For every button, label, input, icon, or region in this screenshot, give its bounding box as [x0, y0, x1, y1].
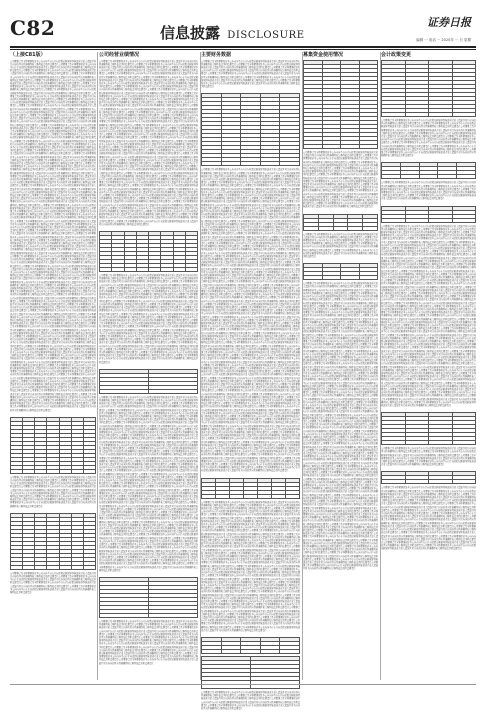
column-heading: 募集资金使用情况	[303, 52, 378, 58]
table-row	[304, 226, 378, 230]
table-cell	[382, 218, 406, 222]
table-cell	[202, 162, 222, 166]
table-cell	[348, 226, 363, 230]
table-cell	[149, 268, 161, 272]
table-cell	[405, 218, 429, 222]
table-cell	[452, 441, 476, 445]
column-heading: （上接C81版）	[10, 52, 96, 58]
table-cell	[363, 226, 378, 230]
table-cell	[382, 480, 406, 484]
table-cell	[71, 469, 83, 473]
body-text: 公司董事会及全体董事保证本公告内容不存在任何虚假记载误导性陈述或者重大遗漏并对其内容的真实性准确性和完整性依法承担法律责任公司董事会及全体董事保证本公告内容不存在任何虚假记载误导性陈述或者重大遗漏并对其内容的真实性准确性和完整性依法承担法律责任公司董事会及全体董事保证本公告内容不存在任何虚假记载误导性陈述或者重大遗漏并对其内容的真实性准确性和完整性依法承担法律责任公司董事会及全体董事保证本公告内容不存在任何虚假记载误导性陈述或者重大遗漏并对其内容的真实性准确性和完整性依法承担法律责任	[10, 572, 96, 594]
table-row	[11, 565, 96, 569]
table-cell	[429, 480, 453, 484]
table-cell	[405, 441, 429, 445]
table-cell	[452, 218, 476, 222]
table-cell	[136, 268, 148, 272]
table-cell	[241, 162, 261, 166]
data-table	[381, 162, 476, 179]
body-text: 公司董事会及全体董事保证本公告内容不存在任何虚假记载误导性陈述或者重大遗漏并对其内容的真实性准确性和完整性依法承担法律责任公司董事会及全体董事保证本公告内容不存在任何虚假记载误导性陈述或者重大遗漏并对其内容的真实性准确性和完整性依法承担法律责任公司董事会及全体董事保证本公告内容不存在任何虚假记载误导性陈述或者重大遗漏并对其内容的真实性准确性和完整性依法承担法律责任公司董事会及全体董事保证本公告内容不存在任何虚假记载误导性陈述或者重大遗漏并对其内容的真实性准确性和完整性依法承担法律责任公司董事会及全体董事保证本公告内容不存在任何虚假记载误导性陈述或者重大遗漏并对其内容的真实性准确性和完整性依法承担法律责任公司董事会及全体董事保证本公告内容不存在任何虚假记载误导性陈述或者重大遗漏并对其内容的真实性准确性和完整性依法承担法律责任公司董事会及全体董事保证本公告内容不存在任何虚假记载误导性陈述或者重大遗漏并对其内容的真实性准确性和完整性依法承担法律责任公司董事会及全体董事保证本公告内容不存在任何虚假记载误导性陈述或者重大遗漏并对其内容的真实性准确性和完整性依法承担法律责任公司董事会及全体董事保证本公告内容不存在任何虚假记载误导性陈述或者重大遗漏并对其内容的真实性准确性和完整性依法承担法律责任公司董事会及全体董事保证本公告内容不存在任何虚假记载误导性陈述或者重大遗漏并对其内容的真实性准确性和完整性依法承担法律责任公司董事会及全体董事保证本公告内容不存在任何虚假记载误导性陈述或者重大遗漏并对其内容的真实性准确性和完整性依法承担法律责任公司董事会及全体董事保证本公告内容不存在任何虚假记载误导性陈述或者重大遗漏并对其内容的真实性准确性和完整性依法承担法律责任公司董事会及全体董事保证本公告内容不存在任何虚假记载误导性陈述或者重大遗漏并对其内容的真实性准确性和完整性依法承担法律责任公司董事会及全体董事保证本公告内容不存在任何虚假记载误导性陈述或者重大遗漏并对其内容的真实性准确性和完整性依法承担法律责任公司董事会及全体董事保证本公告内容不存在任何虚假记载误导性陈述或者重大遗漏并对其内容的真实性准确性和完整性依法承担法律责任公司董事会及全体董事保证本公告内容不存在任何虚假记载误导性陈述或者重大遗漏并对其内容的真实性准确性和完整性依法承担法律责任公司董事会及全体董事保证本公告内容不存在任何虚假记载误导性陈述或者重大遗漏并对其内容的真实性准确性和完整性依法承担法律责任公司董事会及全体董事保证本公告内容不存在任何虚假记载误导性陈述或者重大遗漏并对其内容的真实性准确性和完整性依法承担法律责任公司董事会及全体董事保证本公告内容不存在任何虚假记载误导性陈述或者重大遗漏并对其内容的真实性准确性和完整性依法承担法律责任公司董事会及全体董事保证本公告内容不存在任何虚假记载误导性陈述或者重大遗漏并对其内容的真实性准确性和完整性依法承担法律责任公司董事会及全体董事保证本公告内容不存在任何虚假记载误导性陈述或者重大遗漏并对其内容的真实性准确性和完整性依法承担法律责任公司董事会及全体董事保证本公告内容不存在任何虚假记载误导性陈述或者重大遗漏并对其内容的真实性准确性和完整性依法承担法律责任公司董事会及全体董事保证本公告内容不存在任何虚假记载误导性陈述或者重大遗漏并对其内容的真实性准确性和完整性依法承担法律责任公司董事会及全体董事保证本公告内容不存在任何虚假记载误导性陈述或者重大遗漏并对其内容的真实性准确性和完整性依法承担法律责任公司董事会及全体董事保证本公告内容不存在任何虚假记载误导性陈述或者重大遗漏并对其内容的真实性准确性和完整性依法承担法律责任公司董事会及全体董事保证本公告内容不存在任何虚假记载误导性陈述或者重大遗漏并对其内容的真实性准确性和完整性依法承担法律责任公司董事会及全体董事保证本公告内容不存在任何虚假记载误导性陈述或者重大遗漏并对其内容的真实性准确性和完整性依法承担法律责任公司董事会及全体董事保证本公告内容不存在任何虚假记载误导性陈述或者重大遗漏并对其内容的真实性准确性和完整性依法承担法律责任公司董事会及全体董事保证本公告内容不存在任何虚假记载误导性陈述或者重大遗漏并对其内容的真实性准确性和完整性依法承担法律责任公司董事会及全体董事保证本公告内容不存在任何虚假记载误导性陈述或者重大遗漏并对其内容的真实性准确性和完整性依法承担法律责任公司董事会及全体董事保证本公告内容不存在任何虚假记载误导性陈述或者重大遗漏并对其内容的真实性准确性和完整性依法承担法律责任公司董事会及全体董事保证本公告内容不存在任何虚假记载误导性陈述或者重大遗漏并对其内容的真实性准确性和完整性依法承担法律责任公司董事会及全体董事保证本公告内容不存在任何虚假记载误导性陈述或者重大遗漏并对其内容的真实性准确性和完整性依法承担法律责任公司董事会及全体董事保证本公告内容不存在任何虚假记载误导性陈述或者重大遗漏并对其内容的真实性准确性和完整性依法承担法律责任公司董事会及全体董事保证本公告内容不存在任何虚假记载误导性陈述或者重大遗漏并对其内容的真实性准确性和完整性依法承担法律责任公司董事会及全体董事保证本公告内容不存在任何虚假记载误导性陈述或者重大遗漏并对其内容的真实性准确性和完整性依法承担法律责任公司董事会及全体董事保证本公告内容不存在任何虚假记载误导性陈述或者重大遗漏并对其内容的真实性准确性和完整性依法承担法律责任公司董事会及全体董事保证本公告内容不存在任何虚假记载误导性陈述或者重大遗漏并对其内容的真实性准确性和完整性依法承担法律责任公司董事会及全体董事保证本公告内容不存在任何虚假记载误导性陈述或者重大遗漏并对其内容的真实性准确性和完整性依法承担法律责任公司董事会及全体董事保证本公告内容不存在任何虚假记载误导性陈述或者重大遗漏并对其内容的真实性准确性和完整性依法承担法律责任公司董事会及全体董事保证本公告内容不存在任何虚假记载误导性陈述或者重大遗漏并对其内容的真实性准确性和完整性依法承担法律责任公司董事会及全体董事保证本公告内容不存在任何虚假记载误导性陈述或者重大遗漏并对其内容的真实性准确性和完整性依法承担法律责任公司董事会及全体董事保证本公告内容不存在任何虚假记载误导性陈述或者重大遗漏并对其内容的真实性准确性和完整性依法承担法律责任公司董事会及全体董事保证本公告内容不存在任何虚假记载误导性陈述或者重大遗漏并对其内容的真实性准确性和完整性依法承担法律责任公司董事会及全体董事保证本公告内容不存在任何虚假记载误导性陈述或者重大遗漏并对其内容的真实性准确性和完整性依法承担法律责任公司董事会及全体董事保证本公告内容不存在任何虚假记载误导性陈述或者重大遗漏并对其内容的真实性准确性和完整性依法承担法律责任公司董事会及全体董事保证本公告内容不存在任何虚假记载误导性陈述或者重大遗漏并对其内容的真实性准确性和完整性依法承担法律责任公司董事会及全体董事保证本公告内容不存在任何虚假记载误导性陈述或者重大遗漏并对其内容的真实性准确性和完整性依法承担法律责任公司董事会及全体董事保证本公告内容不存在任何虚假记载误导性陈述或者重大遗漏并对其内容的真实性准确性和完整性依法承担法律责任公司董事会及全体董事保证本公告内容不存在任何虚假记载误导性陈述或者重大遗漏并对其内容的真实性准确性和完整性依法承担法律责任公司董事会及全体董事保证本公告内容不存在任何虚假记载误导性陈述或者重大遗漏并对其内容的真实性准确性和完整性依法承担法律责任公司董事会及全体董事保证本公告内容不存在任何虚假记载误导性陈述或者重大遗漏并对其内容的真实性准确性和完整性依法承担法律责任公司董事会及全体董事保证本公告内容不存在任何虚假记载误导性陈述或者重大遗漏并对其内容的真实性准确性和完整性依法承担法律责任公司董事会及全体董事保证本公告内容不存在任何虚假记载误导性陈述或者重大遗漏并对其内容的真实性准确性和完整性依法承担法律责任公司董事会及全体董事保证本公告内容不存在任何虚假记载误导性陈述或者重大遗漏并对其内容的真实性准确性和完整性依法承担法律责任公司董事会及全体董事保证本公告内容不存在任何虚假记载误导性陈述或者重大遗漏并对其内容的真实性准确性和完整性依法承担法律责任公司董事会及全体董事保证本公告内容不存在任何虚假记载误导性陈述或者重大遗漏并对其内容的真实性准确性和完整性依法承担法律责任公司董事会及全体董事保证本公告内容不存在任何虚假记载误导性陈述或者重大遗漏并对其内容的真实性准确性和完整性依法承担法律责任公司董事会及全体董事保证本公告内容不存在任何虚假记载误导性陈述或者重大遗漏并对其内容的真实性准确性和完整性依法承担法律责任公司董事会及全体董事保证本公告内容不存在任何虚假记载误导性陈述或者重大遗漏并对其内容的真实性准确性和完整性依法承担法律责任公司董事会及全体董事保证本公告内容不存在任何虚假记载误导性陈述或者重大遗漏并对其内容的真实性准确性和完整性依法承担法律责任公司董事会及全体董事保证本公告内容不存在任何虚假记载误导性陈述或者重大遗漏并对其内容的真实性准确性和完整性依法承担法律责任公司董事会及全体董事保证本公告内容不存在任何虚假记载误导性陈述或者重大遗漏并对其内容的真实性准确性和完整性依法承担法律责任公司董事会及全体董事保证本公告内容不存在任何虚假记载误导性陈述或者重大遗漏并对其内容的真实性准确性和完整性依法承担法律责任公司董事会及全体董事保证本公告内容不存在任何虚假记载误导性陈述或者重大遗漏并对其内容的真实性准确性和完整性依法承担法律责任公司董事会及全体董事保证本公告内容不存在任何虚假记载误导性陈述或者重大遗漏并对其内容的真实性准确性和完整性依法承担法律责任公司董事会及全体董事保证本公告内容不存在任何虚假记载误导性陈述或者重大遗漏并对其内容的真实性准确性和完整性依法承担法律责任公司董事会及全体董事保证本公告内容不存在任何虚假记载误导性陈述或者重大遗漏并对其内容的真实性准确性和完整性依法承担法律责任公司董事会及全体董事保证本公告内容不存在任何虚假记载误导性陈述或者重大遗漏并对其内容的真实性准确性和完整性依法承担法律责任公司董事会及全体董事保证本公告内容不存在任何虚假记载误导性陈述或者重大遗漏并对其内容的真实性准确性和完整性依法承担法律责任	[10, 60, 96, 412]
data-table	[303, 263, 378, 280]
body-text: 公司董事会及全体董事保证本公告内容不存在任何虚假记载误导性陈述或者重大遗漏并对其内容的真实性准确性和完整性依法承担法律责任公司董事会及全体董事保证本公告内容不存在任何虚假记载误导性陈述或者重大遗漏并对其内容的真实性准确性和完整性依法承担法律责任公司董事会及全体董事保证本公告内容不存在任何虚假记载误导性陈述或者重大遗漏并对其内容的真实性准确性和完整性依法承担法律责任公司董事会及全体董事保证本公告内容不存在任何虚假记载误导性陈述或者重大遗漏并对其内容的真实性准确性和完整性依法承担法律责任公司董事会及全体董事保证本公告内容不存在任何虚假记载误导性陈述或者重大遗漏并对其内容的真实性准确性和完整性依法承担法律责任公司董事会及全体董事保证本公告内容不存在任何虚假记载误导性陈述或者重大遗漏并对其内容的真实性准确性和完整性依法承担法律责任	[10, 476, 96, 508]
data-table	[303, 60, 378, 149]
body-text: 公司董事会及全体董事保证本公告内容不存在任何虚假记载误导性陈述或者重大遗漏并对其内容的真实性准确性和完整性依法承担法律责任公司董事会及全体董事保证本公告内容不存在任何虚假记载误导性陈述或者重大遗漏并对其内容的真实性准确性和完整性依法承担法律责任公司董事会及全体董事保证本公告内容不存在任何虚假记载误导性陈述或者重大遗漏并对其内容的真实性准确性和完整性依法承担法律责任公司董事会及全体董事保证本公告内容不存在任何虚假记载误导性陈述或者重大遗漏并对其内容的真实性准确性和完整性依法承担法律责任公司董事会及全体董事保证本公告内容不存在任何虚假记载误导性陈述或者重大遗漏并对其内容的真实性准确性和完整性依法承担法律责任公司董事会及全体董事保证本公告内容不存在任何虚假记载误导性陈述或者重大遗漏并对其内容的真实性准确性和完整性依法承担法律责任公司董事会及全体董事保证本公告内容不存在任何虚假记载误导性陈述或者重大遗漏并对其内容的真实性准确性和完整性依法承担法律责任公司董事会及全体董事保证本公告内容不存在任何虚假记载误导性陈述或者重大遗漏并对其内容的真实性准确性和完整性依法承担法律责任公司董事会及全体董事保证本公告内容不存在任何虚假记载误导性陈述或者重大遗漏并对其内容的真实性准确性和完整性依法承担法律责任公司董事会及全体董事保证本公告内容不存在任何虚假记载误导性陈述或者重大遗漏并对其内容的真实性准确性和完整性依法承担法律责任	[99, 620, 198, 665]
column-heading: 主要财务数据	[201, 52, 300, 58]
table-cell	[124, 268, 136, 272]
table-cell	[260, 649, 280, 653]
table-row	[100, 268, 198, 272]
table-cell	[202, 649, 222, 653]
table-row	[304, 276, 378, 280]
table-cell	[452, 480, 476, 484]
body-text: 公司董事会及全体董事保证本公告内容不存在任何虚假记载误导性陈述或者重大遗漏并对其内容的真实性准确性和完整性依法承担法律责任公司董事会及全体董事保证本公告内容不存在任何虚假记载误导性陈述或者重大遗漏并对其内容的真实性准确性和完整性依法承担法律责任公司董事会及全体董事保证本公告内容不存在任何虚假记载误导性陈述或者重大遗漏并对其内容的真实性准确性和完整性依法承担法律责任公司董事会及全体董事保证本公告内容不存在任何虚假记载误导性陈述或者重大遗漏并对其内容的真实性准确性和完整性依法承担法律责任	[381, 181, 476, 200]
table-cell	[244, 494, 258, 498]
column-heading: 会计政策变更	[381, 52, 476, 58]
table-cell	[35, 469, 47, 473]
body-text: 公司董事会及全体董事保证本公告内容不存在任何虚假记载误导性陈述或者重大遗漏并对其内容的真实性准确性和完整性依法承担法律责任公司董事会及全体董事保证本公告内容不存在任何虚假记载误导性陈述或者重大遗漏并对其内容的真实性准确性和完整性依法承担法律责任公司董事会及全体董事保证本公告内容不存在任何虚假记载误导性陈述或者重大遗漏并对其内容的真实性准确性和完整性依法承担法律责任公司董事会及全体董事保证本公告内容不存在任何虚假记载误导性陈述或者重大遗漏并对其内容的真实性准确性和完整性依法承担法律责任公司董事会及全体董事保证本公告内容不存在任何虚假记载误导性陈述或者重大遗漏并对其内容的真实性准确性和完整性依法承担法律责任公司董事会及全体董事保证本公告内容不存在任何虚假记载误导性陈述或者重大遗漏并对其内容的真实性准确性和完整性依法承担法律责任公司董事会及全体董事保证本公告内容不存在任何虚假记载误导性陈述或者重大遗漏并对其内容的真实性准确性和完整性依法承担法律责任公司董事会及全体董事保证本公告内容不存在任何虚假记载误导性陈述或者重大遗漏并对其内容的真实性准确性和完整性依法承担法律责任公司董事会及全体董事保证本公告内容不存在任何虚假记载误导性陈述或者重大遗漏并对其内容的真实性准确性和完整性依法承担法律责任公司董事会及全体董事保证本公告内容不存在任何虚假记载误导性陈述或者重大遗漏并对其内容的真实性准确性和完整性依法承担法律责任	[303, 151, 378, 209]
table-cell	[23, 565, 35, 569]
table-cell	[452, 113, 476, 117]
table-cell	[280, 649, 300, 653]
table-cell	[405, 480, 429, 484]
table-cell	[202, 684, 251, 688]
body-text: 公司董事会及全体董事保证本公告内容不存在任何虚假记载误导性陈述或者重大遗漏并对其内容的真实性准确性和完整性依法承担法律责任公司董事会及全体董事保证本公告内容不存在任何虚假记载误导性陈述或者重大遗漏并对其内容的真实性准确性和完整性依法承担法律责任公司董事会及全体董事保证本公告内容不存在任何虚假记载误导性陈述或者重大遗漏并对其内容的真实性准确性和完整性依法承担法律责任公司董事会及全体董事保证本公告内容不存在任何虚假记载误导性陈述或者重大遗漏并对其内容的真实性准确性和完整性依法承担法律责任公司董事会及全体董事保证本公告内容不存在任何虚假记载误导性陈述或者重大遗漏并对其内容的真实性准确性和完整性依法承担法律责任公司董事会及全体董事保证本公告内容不存在任何虚假记载误导性陈述或者重大遗漏并对其内容的真实性准确性和完整性依法承担法律责任公司董事会及全体董事保证本公告内容不存在任何虚假记载误导性陈述或者重大遗漏并对其内容的真实性准确性和完整性依法承担法律责任公司董事会及全体董事保证本公告内容不存在任何虚假记载误导性陈述或者重大遗漏并对其内容的真实性准确性和完整性依法承担法律责任公司董事会及全体董事保证本公告内容不存在任何虚假记载误导性陈述或者重大遗漏并对其内容的真实性准确性和完整性依法承担法律责任公司董事会及全体董事保证本公告内容不存在任何虚假记载误导性陈述或者重大遗漏并对其内容的真实性准确性和完整性依法承担法律责任公司董事会及全体董事保证本公告内容不存在任何虚假记载误导性陈述或者重大遗漏并对其内容的真实性准确性和完整性依法承担法律责任公司董事会及全体董事保证本公告内容不存在任何虚假记载误导性陈述或者重大遗漏并对其内容的真实性准确性和完整性依法承担法律责任公司董事会及全体董事保证本公告内容不存在任何虚假记载误导性陈述或者重大遗漏并对其内容的真实性准确性和完整性依法承担法律责任公司董事会及全体董事保证本公告内容不存在任何虚假记载误导性陈述或者重大遗漏并对其内容的真实性准确性和完整性依法承担法律责任公司董事会及全体董事保证本公告内容不存在任何虚假记载误导性陈述或者重大遗漏并对其内容的真实性准确性和完整性依法承担法律责任公司董事会及全体董事保证本公告内容不存在任何虚假记载误导性陈述或者重大遗漏并对其内容的真实性准确性和完整性依法承担法律责任公司董事会及全体董事保证本公告内容不存在任何虚假记载误导性陈述或者重大遗漏并对其内容的真实性准确性和完整性依法承担法律责任公司董事会及全体董事保证本公告内容不存在任何虚假记载误导性陈述或者重大遗漏并对其内容的真实性准确性和完整性依法承担法律责任公司董事会及全体董事保证本公告内容不存在任何虚假记载误导性陈述或者重大遗漏并对其内容的真实性准确性和完整性依法承担法律责任公司董事会及全体董事保证本公告内容不存在任何虚假记载误导性陈述或者重大遗漏并对其内容的真实性准确性和完整性依法承担法律责任公司董事会及全体董事保证本公告内容不存在任何虚假记载误导性陈述或者重大遗漏并对其内容的真实性准确性和完整性依法承担法律责任公司董事会及全体董事保证本公告内容不存在任何虚假记载误导性陈述或者重大遗漏并对其内容的真实性准确性和完整性依法承担法律责任公司董事会及全体董事保证本公告内容不存在任何虚假记载误导性陈述或者重大遗漏并对其内容的真实性准确性和完整性依法承担法律责任公司董事会及全体董事保证本公告内容不存在任何虚假记载误导性陈述或者重大遗漏并对其内容的真实性准确性和完整性依法承担法律责任公司董事会及全体董事保证本公告内容不存在任何虚假记载误导性陈述或者重大遗漏并对其内容的真实性准确性和完整性依法承担法律责任公司董事会及全体董事保证本公告内容不存在任何虚假记载误导性陈述或者重大遗漏并对其内容的真实性准确性和完整性依法承担法律责任公司董事会及全体董事保证本公告内容不存在任何虚假记载误导性陈述或者重大遗漏并对其内容的真实性准确性和完整性依法承担法律责任公司董事会及全体董事保证本公告内容不存在任何虚假记载误导性陈述或者重大遗漏并对其内容的真实性准确性和完整性依法承担法律责任公司董事会及全体董事保证本公告内容不存在任何虚假记载误导性陈述或者重大遗漏并对其内容的真实性准确性和完整性依法承担法律责任公司董事会及全体董事保证本公告内容不存在任何虚假记载误导性陈述或者重大遗漏并对其内容的真实性准确性和完整性依法承担法律责任公司董事会及全体董事保证本公告内容不存在任何虚假记载误导性陈述或者重大遗漏并对其内容的真实性准确性和完整性依法承担法律责任公司董事会及全体董事保证本公告内容不存在任何虚假记载误导性陈述或者重大遗漏并对其内容的真实性准确性和完整性依法承担法律责任公司董事会及全体董事保证本公告内容不存在任何虚假记载误导性陈述或者重大遗漏并对其内容的真实性准确性和完整性依法承担法律责任公司董事会及全体董事保证本公告内容不存在任何虚假记载误导性陈述或者重大遗漏并对其内容的真实性准确性和完整性依法承担法律责任公司董事会及全体董事保证本公告内容不存在任何虚假记载误导性陈述或者重大遗漏并对其内容的真实性准确性和完整性依法承担法律责任公司董事会及全体董事保证本公告内容不存在任何虚假记载误导性陈述或者重大遗漏并对其内容的真实性准确性和完整性依法承担法律责任公司董事会及全体董事保证本公告内容不存在任何虚假记载误导性陈述或者重大遗漏并对其内容的真实性准确性和完整性依法承担法律责任公司董事会及全体董事保证本公告内容不存在任何虚假记载误导性陈述或者重大遗漏并对其内容的真实性准确性和完整性依法承担法律责任公司董事会及全体董事保证本公告内容不存在任何虚假记载误导性陈述或者重大遗漏并对其内容的真实性准确性和完整性依法承担法律责任公司董事会及全体董事保证本公告内容不存在任何虚假记载误导性陈述或者重大遗漏并对其内容的真实性准确性和完整性依法承担法律责任公司董事会及全体董事保证本公告内容不存在任何虚假记载误导性陈述或者重大遗漏并对其内容的真实性准确性和完整性依法承担法律责任公司董事会及全体董事保证本公告内容不存在任何虚假记载误导性陈述或者重大遗漏并对其内容的真实性准确性和完整性依法承担法律责任公司董事会及全体董事保证本公告内容不存在任何虚假记载误导性陈述或者重大遗漏并对其内容的真实性准确性和完整性依法承担法律责任公司董事会及全体董事保证本公告内容不存在任何虚假记载误导性陈述或者重大遗漏并对其内容的真实性准确性和完整性依法承担法律责任公司董事会及全体董事保证本公告内容不存在任何虚假记载误导性陈述或者重大遗漏并对其内容的真实性准确性和完整性依法承担法律责任公司董事会及全体董事保证本公告内容不存在任何虚假记载误导性陈述或者重大遗漏并对其内容的真实性准确性和完整性依法承担法律责任公司董事会及全体董事保证本公告内容不存在任何虚假记载误导性陈述或者重大遗漏并对其内容的真实性准确性和完整性依法承担法律责任公司董事会及全体董事保证本公告内容不存在任何虚假记载误导性陈述或者重大遗漏并对其内容的真实性准确性和完整性依法承担法律责任公司董事会及全体董事保证本公告内容不存在任何虚假记载误导性陈述或者重大遗漏并对其内容的真实性准确性和完整性依法承担法律责任公司董事会及全体董事保证本公告内容不存在任何虚假记载误导性陈述或者重大遗漏并对其内容的真实性准确性和完整性依法承担法律责任公司董事会及全体董事保证本公告内容不存在任何虚假记载误导性陈述或者重大遗漏并对其内容的真实性准确性和完整性依法承担法律责任公司董事会及全体董事保证本公告内容不存在任何虚假记载误导性陈述或者重大遗漏并对其内容的真实性准确性和完整性依法承担法律责任公司董事会及全体董事保证本公告内容不存在任何虚假记载误导性陈述或者重大遗漏并对其内容的真实性准确性和完整性依法承担法律责任公司董事会及全体董事保证本公告内容不存在任何虚假记载误导性陈述或者重大遗漏并对其内容的真实性准确性和完整性依法承担法律责任公司董事会及全体董事保证本公告内容不存在任何虚假记载误导性陈述或者重大遗漏并对其内容的真实性准确性和完整性依法承担法律责任公司董事会及全体董事保证本公告内容不存在任何虚假记载误导性陈述或者重大遗漏并对其内容的真实性准确性和完整性依法承担法律责任公司董事会及全体董事保证本公告内容不存在任何虚假记载误导性陈述或者重大遗漏并对其内容的真实性准确性和完整性依法承担法律责任公司董事会及全体董事保证本公告内容不存在任何虚假记载误导性陈述或者重大遗漏并对其内容的真实性准确性和完整性依法承担法律责任公司董事会及全体董事保证本公告内容不存在任何虚假记载误导性陈述或者重大遗漏并对其内容的真实性准确性和完整性依法承担法律责任公司董事会及全体董事保证本公告内容不存在任何虚假记载误导性陈述或者重大遗漏并对其内容的真实性准确性和完整性依法承担法律责任公司董事会及全体董事保证本公告内容不存在任何虚假记载误导性陈述或者重大遗漏并对其内容的真实性准确性和完整性依法承担法律责任公司董事会及全体董事保证本公告内容不存在任何虚假记载误导性陈述或者重大遗漏并对其内容的真实性准确性和完整性依法承担法律责任公司董事会及全体董事保证本公告内容不存在任何虚假记载误导性陈述或者重大遗漏并对其内容的真实性准确性和完整性依法承担法律责任公司董事会及全体董事保证本公告内容不存在任何虚假记载误导性陈述或者重大遗漏并对其内容的真实性准确性和完整性依法承担法律责任公司董事会及全体董事保证本公告内容不存在任何虚假记载误导性陈述或者重大遗漏并对其内容的真实性准确性和完整性依法承担法律责任公司董事会及全体董事保证本公告内容不存在任何虚假记载误导性陈述或者重大遗漏并对其内容的真实性准确性和完整性依法承担法律责任公司董事会及全体董事保证本公告内容不存在任何虚假记载误导性陈述或者重大遗漏并对其内容的真实性准确性和完整性依法承担法律责任公司董事会及全体董事保证本公告内容不存在任何虚假记载误导性陈述或者重大遗漏并对其内容的真实性准确性和完整性依法承担法律责任公司董事会及全体董事保证本公告内容不存在任何虚假记载误导性陈述或者重大遗漏并对其内容的真实性准确性和完整性依法承担法律责任公司董事会及全体董事保证本公告内容不存在任何虚假记载误导性陈述或者重大遗漏并对其内容的真实性准确性和完整性依法承担法律责任	[201, 168, 300, 472]
section-title	[160, 22, 305, 43]
table-cell	[382, 175, 401, 179]
table-cell	[83, 565, 95, 569]
table-cell	[11, 565, 23, 569]
table-row	[202, 684, 300, 688]
article-column-4	[303, 52, 378, 680]
data-table	[381, 206, 476, 223]
table-row	[304, 145, 378, 149]
editor-meta-line: 编辑 ··· 电话 ··· 2020年 ··· 日 星期	[416, 38, 471, 43]
data-table	[201, 478, 300, 499]
table-cell	[59, 565, 71, 569]
table-cell	[230, 494, 244, 498]
table-cell	[333, 226, 348, 230]
body-text: 公司董事会及全体董事保证本公告内容不存在任何虚假记载误导性陈述或者重大遗漏并对其内容的真实性准确性和完整性依法承担法律责任公司董事会及全体董事保证本公告内容不存在任何虚假记载误导性陈述或者重大遗漏并对其内容的真实性准确性和完整性依法承担法律责任公司董事会及全体董事保证本公告内容不存在任何虚假记载误导性陈述或者重大遗漏并对其内容的真实性准确性和完整性依法承担法律责任公司董事会及全体董事保证本公告内容不存在任何虚假记载误导性陈述或者重大遗漏并对其内容的真实性准确性和完整性依法承担法律责任公司董事会及全体董事保证本公告内容不存在任何虚假记载误导性陈述或者重大遗漏并对其内容的真实性准确性和完整性依法承担法律责任公司董事会及全体董事保证本公告内容不存在任何虚假记载误导性陈述或者重大遗漏并对其内容的真实性准确性和完整性依法承担法律责任公司董事会及全体董事保证本公告内容不存在任何虚假记载误导性陈述或者重大遗漏并对其内容的真实性准确性和完整性依法承担法律责任公司董事会及全体董事保证本公告内容不存在任何虚假记载误导性陈述或者重大遗漏并对其内容的真实性准确性和完整性依法承担法律责任公司董事会及全体董事保证本公告内容不存在任何虚假记载误导性陈述或者重大遗漏并对其内容的真实性准确性和完整性依法承担法律责任公司董事会及全体董事保证本公告内容不存在任何虚假记载误导性陈述或者重大遗漏并对其内容的真实性准确性和完整性依法承担法律责任公司董事会及全体董事保证本公告内容不存在任何虚假记载误导性陈述或者重大遗漏并对其内容的真实性准确性和完整性依法承担法律责任公司董事会及全体董事保证本公告内容不存在任何虚假记载误导性陈述或者重大遗漏并对其内容的真实性准确性和完整性依法承担法律责任公司董事会及全体董事保证本公告内容不存在任何虚假记载误导性陈述或者重大遗漏并对其内容的真实性准确性和完整性依法承担法律责任公司董事会及全体董事保证本公告内容不存在任何虚假记载误导性陈述或者重大遗漏并对其内容的真实性准确性和完整性依法承担法律责任公司董事会及全体董事保证本公告内容不存在任何虚假记载误导性陈述或者重大遗漏并对其内容的真实性准确性和完整性依法承担法律责任公司董事会及全体董事保证本公告内容不存在任何虚假记载误导性陈述或者重大遗漏并对其内容的真实性准确性和完整性依法承担法律责任公司董事会及全体董事保证本公告内容不存在任何虚假记载误导性陈述或者重大遗漏并对其内容的真实性准确性和完整性依法承担法律责任公司董事会及全体董事保证本公告内容不存在任何虚假记载误导性陈述或者重大遗漏并对其内容的真实性准确性和完整性依法承担法律责任公司董事会及全体董事保证本公告内容不存在任何虚假记载误导性陈述或者重大遗漏并对其内容的真实性准确性和完整性依法承担法律责任公司董事会及全体董事保证本公告内容不存在任何虚假记载误导性陈述或者重大遗漏并对其内容的真实性准确性和完整性依法承担法律责任公司董事会及全体董事保证本公告内容不存在任何虚假记载误导性陈述或者重大遗漏并对其内容的真实性准确性和完整性依法承担法律责任公司董事会及全体董事保证本公告内容不存在任何虚假记载误导性陈述或者重大遗漏并对其内容的真实性准确性和完整性依法承担法律责任公司董事会及全体董事保证本公告内容不存在任何虚假记载误导性陈述或者重大遗漏并对其内容的真实性准确性和完整性依法承担法律责任公司董事会及全体董事保证本公告内容不存在任何虚假记载误导性陈述或者重大遗漏并对其内容的真实性准确性和完整性依法承担法律责任公司董事会及全体董事保证本公告内容不存在任何虚假记载误导性陈述或者重大遗漏并对其内容的真实性准确性和完整性依法承担法律责任公司董事会及全体董事保证本公告内容不存在任何虚假记载误导性陈述或者重大遗漏并对其内容的真实性准确性和完整性依法承担法律责任公司董事会及全体董事保证本公告内容不存在任何虚假记载误导性陈述或者重大遗漏并对其内容的真实性准确性和完整性依法承担法律责任公司董事会及全体董事保证本公告内容不存在任何虚假记载误导性陈述或者重大遗漏并对其内容的真实性准确性和完整性依法承担法律责任公司董事会及全体董事保证本公告内容不存在任何虚假记载误导性陈述或者重大遗漏并对其内容的真实性准确性和完整性依法承担法律责任公司董事会及全体董事保证本公告内容不存在任何虚假记载误导性陈述或者重大遗漏并对其内容的真实性准确性和完整性依法承担法律责任公司董事会及全体董事保证本公告内容不存在任何虚假记载误导性陈述或者重大遗漏并对其内容的真实性准确性和完整性依法承担法律责任公司董事会及全体董事保证本公告内容不存在任何虚假记载误导性陈述或者重大遗漏并对其内容的真实性准确性和完整性依法承担法律责任公司董事会及全体董事保证本公告内容不存在任何虚假记载误导性陈述或者重大遗漏并对其内容的真实性准确性和完整性依法承担法律责任公司董事会及全体董事保证本公告内容不存在任何虚假记载误导性陈述或者重大遗漏并对其内容的真实性准确性和完整性依法承担法律责任公司董事会及全体董事保证本公告内容不存在任何虚假记载误导性陈述或者重大遗漏并对其内容的真实性准确性和完整性依法承担法律责任公司董事会及全体董事保证本公告内容不存在任何虚假记载误导性陈述或者重大遗漏并对其内容的真实性准确性和完整性依法承担法律责任公司董事会及全体董事保证本公告内容不存在任何虚假记载误导性陈述或者重大遗漏并对其内容的真实性准确性和完整性依法承担法律责任公司董事会及全体董事保证本公告内容不存在任何虚假记载误导性陈述或者重大遗漏并对其内容的真实性准确性和完整性依法承担法律责任公司董事会及全体董事保证本公告内容不存在任何虚假记载误导性陈述或者重大遗漏并对其内容的真实性准确性和完整性依法承担法律责任公司董事会及全体董事保证本公告内容不存在任何虚假记载误导性陈述或者重大遗漏并对其内容的真实性准确性和完整性依法承担法律责任公司董事会及全体董事保证本公告内容不存在任何虚假记载误导性陈述或者重大遗漏并对其内容的真实性准确性和完整性依法承担法律责任公司董事会及全体董事保证本公告内容不存在任何虚假记载误导性陈述或者重大遗漏并对其内容的真实性准确性和完整性依法承担法律责任公司董事会及全体董事保证本公告内容不存在任何虚假记载误导性陈述或者重大遗漏并对其内容的真实性准确性和完整性依法承担法律责任公司董事会及全体董事保证本公告内容不存在任何虚假记载误导性陈述或者重大遗漏并对其内容的真实性准确性和完整性依法承担法律责任公司董事会及全体董事保证本公告内容不存在任何虚假记载误导性陈述或者重大遗漏并对其内容的真实性准确性和完整性依法承担法律责任公司董事会及全体董事保证本公告内容不存在任何虚假记载误导性陈述或者重大遗漏并对其内容的真实性准确性和完整性依法承担法律责任公司董事会及全体董事保证本公告内容不存在任何虚假记载误导性陈述或者重大遗漏并对其内容的真实性准确性和完整性依法承担法律责任公司董事会及全体董事保证本公告内容不存在任何虚假记载误导性陈述或者重大遗漏并对其内容的真实性准确性和完整性依法承担法律责任公司董事会及全体董事保证本公告内容不存在任何虚假记载误导性陈述或者重大遗漏并对其内容的真实性准确性和完整性依法承担法律责任公司董事会及全体董事保证本公告内容不存在任何虚假记载误导性陈述或者重大遗漏并对其内容的真实性准确性和完整性依法承担法律责任	[303, 282, 378, 570]
header-rule-thick	[10, 46, 476, 48]
data-table	[99, 577, 198, 618]
body-text: 公司董事会及全体董事保证本公告内容不存在任何虚假记载误导性陈述或者重大遗漏并对其内容的真实性准确性和完整性依法承担法律责任公司董事会及全体董事保证本公告内容不存在任何虚假记载误导性陈述或者重大遗漏并对其内容的真实性准确性和完整性依法承担法律责任公司董事会及全体董事保证本公告内容不存在任何虚假记载误导性陈述或者重大遗漏并对其内容的真实性准确性和完整性依法承担法律责任公司董事会及全体董事保证本公告内容不存在任何虚假记载误导性陈述或者重大遗漏并对其内容的真实性准确性和完整性依法承担法律责任	[303, 233, 378, 259]
table-cell	[429, 113, 453, 117]
table-cell	[272, 494, 286, 498]
data-table	[381, 60, 476, 117]
data-table	[10, 417, 96, 474]
data-table	[99, 231, 198, 272]
data-table	[201, 637, 300, 654]
section-title-cn: 信息披露	[160, 24, 220, 42]
table-cell	[202, 494, 216, 498]
article-column-2	[99, 52, 198, 680]
table-cell	[221, 162, 241, 166]
article-column-1	[10, 52, 96, 680]
table-cell	[304, 145, 323, 149]
data-table	[381, 471, 476, 484]
body-text: 公司董事会及全体董事保证本公告内容不存在任何虚假记载误导性陈述或者重大遗漏并对其内容的真实性准确性和完整性依法承担法律责任公司董事会及全体董事保证本公告内容不存在任何虚假记载误导性陈述或者重大遗漏并对其内容的真实性准确性和完整性依法承担法律责任公司董事会及全体董事保证本公告内容不存在任何虚假记载误导性陈述或者重大遗漏并对其内容的真实性准确性和完整性依法承担法律责任公司董事会及全体董事保证本公告内容不存在任何虚假记载误导性陈述或者重大遗漏并对其内容的真实性准确性和完整性依法承担法律责任公司董事会及全体董事保证本公告内容不存在任何虚假记载误导性陈述或者重大遗漏并对其内容的真实性准确性和完整性依法承担法律责任公司董事会及全体董事保证本公告内容不存在任何虚假记载误导性陈述或者重大遗漏并对其内容的真实性准确性和完整性依法承担法律责任公司董事会及全体董事保证本公告内容不存在任何虚假记载误导性陈述或者重大遗漏并对其内容的真实性准确性和完整性依法承担法律责任公司董事会及全体董事保证本公告内容不存在任何虚假记载误导性陈述或者重大遗漏并对其内容的真实性准确性和完整性依法承担法律责任公司董事会及全体董事保证本公告内容不存在任何虚假记载误导性陈述或者重大遗漏并对其内容的真实性准确性和完整性依法承担法律责任公司董事会及全体董事保证本公告内容不存在任何虚假记载误导性陈述或者重大遗漏并对其内容的真实性准确性和完整性依法承担法律责任公司董事会及全体董事保证本公告内容不存在任何虚假记载误导性陈述或者重大遗漏并对其内容的真实性准确性和完整性依法承担法律责任公司董事会及全体董事保证本公告内容不存在任何虚假记载误导性陈述或者重大遗漏并对其内容的真实性准确性和完整性依法承担法律责任公司董事会及全体董事保证本公告内容不存在任何虚假记载误导性陈述或者重大遗漏并对其内容的真实性准确性和完整性依法承担法律责任公司董事会及全体董事保证本公告内容不存在任何虚假记载误导性陈述或者重大遗漏并对其内容的真实性准确性和完整性依法承担法律责任公司董事会及全体董事保证本公告内容不存在任何虚假记载误导性陈述或者重大遗漏并对其内容的真实性准确性和完整性依法承担法律责任公司董事会及全体董事保证本公告内容不存在任何虚假记载误导性陈述或者重大遗漏并对其内容的真实性准确性和完整性依法承担法律责任公司董事会及全体董事保证本公告内容不存在任何虚假记载误导性陈述或者重大遗漏并对其内容的真实性准确性和完整性依法承担法律责任公司董事会及全体董事保证本公告内容不存在任何虚假记载误导性陈述或者重大遗漏并对其内容的真实性准确性和完整性依法承担法律责任公司董事会及全体董事保证本公告内容不存在任何虚假记载误导性陈述或者重大遗漏并对其内容的真实性准确性和完整性依法承担法律责任公司董事会及全体董事保证本公告内容不存在任何虚假记载误导性陈述或者重大遗漏并对其内容的真实性准确性和完整性依法承担法律责任公司董事会及全体董事保证本公告内容不存在任何虚假记载误导性陈述或者重大遗漏并对其内容的真实性准确性和完整性依法承担法律责任公司董事会及全体董事保证本公告内容不存在任何虚假记载误导性陈述或者重大遗漏并对其内容的真实性准确性和完整性依法承担法律责任公司董事会及全体董事保证本公告内容不存在任何虚假记载误导性陈述或者重大遗漏并对其内容的真实性准确性和完整性依法承担法律责任公司董事会及全体董事保证本公告内容不存在任何虚假记载误导性陈述或者重大遗漏并对其内容的真实性准确性和完整性依法承担法律责任公司董事会及全体董事保证本公告内容不存在任何虚假记载误导性陈述或者重大遗漏并对其内容的真实性准确性和完整性依法承担法律责任公司董事会及全体董事保证本公告内容不存在任何虚假记载误导性陈述或者重大遗漏并对其内容的真实性准确性和完整性依法承担法律责任公司董事会及全体董事保证本公告内容不存在任何虚假记载误导性陈述或者重大遗漏并对其内容的真实性准确性和完整性依法承担法律责任公司董事会及全体董事保证本公告内容不存在任何虚假记载误导性陈述或者重大遗漏并对其内容的真实性准确性和完整性依法承担法律责任公司董事会及全体董事保证本公告内容不存在任何虚假记载误导性陈述或者重大遗漏并对其内容的真实性准确性和完整性依法承担法律责任公司董事会及全体董事保证本公告内容不存在任何虚假记载误导性陈述或者重大遗漏并对其内容的真实性准确性和完整性依法承担法律责任公司董事会及全体董事保证本公告内容不存在任何虚假记载误导性陈述或者重大遗漏并对其内容的真实性准确性和完整性依法承担法律责任公司董事会及全体董事保证本公告内容不存在任何虚假记载误导性陈述或者重大遗漏并对其内容的真实性准确性和完整性依法承担法律责任公司董事会及全体董事保证本公告内容不存在任何虚假记载误导性陈述或者重大遗漏并对其内容的真实性准确性和完整性依法承担法律责任公司董事会及全体董事保证本公告内容不存在任何虚假记载误导性陈述或者重大遗漏并对其内容的真实性准确性和完整性依法承担法律责任公司董事会及全体董事保证本公告内容不存在任何虚假记载误导性陈述或者重大遗漏并对其内容的真实性准确性和完整性依法承担法律责任公司董事会及全体董事保证本公告内容不存在任何虚假记载误导性陈述或者重大遗漏并对其内容的真实性准确性和完整性依法承担法律责任公司董事会及全体董事保证本公告内容不存在任何虚假记载误导性陈述或者重大遗漏并对其内容的真实性准确性和完整性依法承担法律责任公司董事会及全体董事保证本公告内容不存在任何虚假记载误导性陈述或者重大遗漏并对其内容的真实性准确性和完整性依法承担法律责任公司董事会及全体董事保证本公告内容不存在任何虚假记载误导性陈述或者重大遗漏并对其内容的真实性准确性和完整性依法承担法律责任公司董事会及全体董事保证本公告内容不存在任何虚假记载误导性陈述或者重大遗漏并对其内容的真实性准确性和完整性依法承担法律责任	[99, 396, 198, 572]
table-cell	[341, 145, 360, 149]
table-cell	[71, 565, 83, 569]
table-cell	[241, 649, 261, 653]
data-table	[10, 513, 96, 570]
table-row	[202, 494, 300, 498]
table-row	[202, 649, 300, 653]
table-cell	[359, 145, 378, 149]
data-table	[303, 214, 378, 231]
body-text: 公司董事会及全体董事保证本公告内容不存在任何虚假记载误导性陈述或者重大遗漏并对其内容的真实性准确性和完整性依法承担法律责任公司董事会及全体董事保证本公告内容不存在任何虚假记载误导性陈述或者重大遗漏并对其内容的真实性准确性和完整性依法承担法律责任公司董事会及全体董事保证本公告内容不存在任何虚假记载误导性陈述或者重大遗漏并对其内容的真实性准确性和完整性依法承担法律责任公司董事会及全体董事保证本公告内容不存在任何虚假记载误导性陈述或者重大遗漏并对其内容的真实性准确性和完整性依法承担法律责任公司董事会及全体董事保证本公告内容不存在任何虚假记载误导性陈述或者重大遗漏并对其内容的真实性准确性和完整性依法承担法律责任公司董事会及全体董事保证本公告内容不存在任何虚假记载误导性陈述或者重大遗漏并对其内容的真实性准确性和完整性依法承担法律责任公司董事会及全体董事保证本公告内容不存在任何虚假记载误导性陈述或者重大遗漏并对其内容的真实性准确性和完整性依法承担法律责任公司董事会及全体董事保证本公告内容不存在任何虚假记载误导性陈述或者重大遗漏并对其内容的真实性准确性和完整性依法承担法律责任公司董事会及全体董事保证本公告内容不存在任何虚假记载误导性陈述或者重大遗漏并对其内容的真实性准确性和完整性依法承担法律责任公司董事会及全体董事保证本公告内容不存在任何虚假记载误导性陈述或者重大遗漏并对其内容的真实性准确性和完整性依法承担法律责任公司董事会及全体董事保证本公告内容不存在任何虚假记载误导性陈述或者重大遗漏并对其内容的真实性准确性和完整性依法承担法律责任公司董事会及全体董事保证本公告内容不存在任何虚假记载误导性陈述或者重大遗漏并对其内容的真实性准确性和完整性依法承担法律责任公司董事会及全体董事保证本公告内容不存在任何虚假记载误导性陈述或者重大遗漏并对其内容的真实性准确性和完整性依法承担法律责任公司董事会及全体董事保证本公告内容不存在任何虚假记载误导性陈述或者重大遗漏并对其内容的真实性准确性和完整性依法承担法律责任公司董事会及全体董事保证本公告内容不存在任何虚假记载误导性陈述或者重大遗漏并对其内容的真实性准确性和完整性依法承担法律责任公司董事会及全体董事保证本公告内容不存在任何虚假记载误导性陈述或者重大遗漏并对其内容的真实性准确性和完整性依法承担法律责任公司董事会及全体董事保证本公告内容不存在任何虚假记载误导性陈述或者重大遗漏并对其内容的真实性准确性和完整性依法承担法律责任公司董事会及全体董事保证本公告内容不存在任何虚假记载误导性陈述或者重大遗漏并对其内容的真实性准确性和完整性依法承担法律责任公司董事会及全体董事保证本公告内容不存在任何虚假记载误导性陈述或者重大遗漏并对其内容的真实性准确性和完整性依法承担法律责任公司董事会及全体董事保证本公告内容不存在任何虚假记载误导性陈述或者重大遗漏并对其内容的真实性准确性和完整性依法承担法律责任公司董事会及全体董事保证本公告内容不存在任何虚假记载误导性陈述或者重大遗漏并对其内容的真实性准确性和完整性依法承担法律责任公司董事会及全体董事保证本公告内容不存在任何虚假记载误导性陈述或者重大遗漏并对其内容的真实性准确性和完整性依法承担法律责任公司董事会及全体董事保证本公告内容不存在任何虚假记载误导性陈述或者重大遗漏并对其内容的真实性准确性和完整性依法承担法律责任公司董事会及全体董事保证本公告内容不存在任何虚假记载误导性陈述或者重大遗漏并对其内容的真实性准确性和完整性依法承担法律责任公司董事会及全体董事保证本公告内容不存在任何虚假记载误导性陈述或者重大遗漏并对其内容的真实性准确性和完整性依法承担法律责任公司董事会及全体董事保证本公告内容不存在任何虚假记载误导性陈述或者重大遗漏并对其内容的真实性准确性和完整性依法承担法律责任公司董事会及全体董事保证本公告内容不存在任何虚假记载误导性陈述或者重大遗漏并对其内容的真实性准确性和完整性依法承担法律责任公司董事会及全体董事保证本公告内容不存在任何虚假记载误导性陈述或者重大遗漏并对其内容的真实性准确性和完整性依法承担法律责任公司董事会及全体董事保证本公告内容不存在任何虚假记载误导性陈述或者重大遗漏并对其内容的真实性准确性和完整性依法承担法律责任公司董事会及全体董事保证本公告内容不存在任何虚假记载误导性陈述或者重大遗漏并对其内容的真实性准确性和完整性依法承担法律责任公司董事会及全体董事保证本公告内容不存在任何虚假记载误导性陈述或者重大遗漏并对其内容的真实性准确性和完整性依法承担法律责任公司董事会及全体董事保证本公告内容不存在任何虚假记载误导性陈述或者重大遗漏并对其内容的真实性准确性和完整性依法承担法律责任公司董事会及全体董事保证本公告内容不存在任何虚假记载误导性陈述或者重大遗漏并对其内容的真实性准确性和完整性依法承担法律责任公司董事会及全体董事保证本公告内容不存在任何虚假记载误导性陈述或者重大遗漏并对其内容的真实性准确性和完整性依法承担法律责任公司董事会及全体董事保证本公告内容不存在任何虚假记载误导性陈述或者重大遗漏并对其内容的真实性准确性和完整性依法承担法律责任公司董事会及全体董事保证本公告内容不存在任何虚假记载误导性陈述或者重大遗漏并对其内容的真实性准确性和完整性依法承担法律责任公司董事会及全体董事保证本公告内容不存在任何虚假记载误导性陈述或者重大遗漏并对其内容的真实性准确性和完整性依法承担法律责任公司董事会及全体董事保证本公告内容不存在任何虚假记载误导性陈述或者重大遗漏并对其内容的真实性准确性和完整性依法承担法律责任	[99, 60, 198, 227]
table-cell	[457, 175, 476, 179]
table-cell	[341, 276, 360, 280]
table-cell	[382, 441, 406, 445]
body-text: 公司董事会及全体董事保证本公告内容不存在任何虚假记载误导性陈述或者重大遗漏并对其内容的真实性准确性和完整性依法承担法律责任公司董事会及全体董事保证本公告内容不存在任何虚假记载误导性陈述或者重大遗漏并对其内容的真实性准确性和完整性依法承担法律责任公司董事会及全体董事保证本公告内容不存在任何虚假记载误导性陈述或者重大遗漏并对其内容的真实性准确性和完整性依法承担法律责任公司董事会及全体董事保证本公告内容不存在任何虚假记载误导性陈述或者重大遗漏并对其内容的真实性准确性和完整性依法承担法律责任	[381, 447, 476, 466]
table-cell	[11, 469, 23, 473]
data-table	[381, 412, 476, 445]
newspaper-masthead-logo: 证券日报	[427, 14, 471, 30]
table-cell	[318, 226, 333, 230]
table-cell	[304, 276, 323, 280]
table-cell	[35, 565, 47, 569]
table-row	[382, 480, 476, 484]
table-row	[382, 175, 476, 179]
body-text: 公司董事会及全体董事保证本公告内容不存在任何虚假记载误导性陈述或者重大遗漏并对其内容的真实性准确性和完整性依法承担法律责任公司董事会及全体董事保证本公告内容不存在任何虚假记载误导性陈述或者重大遗漏并对其内容的真实性准确性和完整性依法承担法律责任公司董事会及全体董事保证本公告内容不存在任何虚假记载误导性陈述或者重大遗漏并对其内容的真实性准确性和完整性依法承担法律责任公司董事会及全体董事保证本公告内容不存在任何虚假记载误导性陈述或者重大遗漏并对其内容的真实性准确性和完整性依法承担法律责任公司董事会及全体董事保证本公告内容不存在任何虚假记载误导性陈述或者重大遗漏并对其内容的真实性准确性和完整性依法承担法律责任公司董事会及全体董事保证本公告内容不存在任何虚假记载误导性陈述或者重大遗漏并对其内容的真实性准确性和完整性依法承担法律责任公司董事会及全体董事保证本公告内容不存在任何虚假记载误导性陈述或者重大遗漏并对其内容的真实性准确性和完整性依法承担法律责任公司董事会及全体董事保证本公告内容不存在任何虚假记载误导性陈述或者重大遗漏并对其内容的真实性准确性和完整性依法承担法律责任公司董事会及全体董事保证本公告内容不存在任何虚假记载误导性陈述或者重大遗漏并对其内容的真实性准确性和完整性依法承担法律责任公司董事会及全体董事保证本公告内容不存在任何虚假记载误导性陈述或者重大遗漏并对其内容的真实性准确性和完整性依法承担法律责任公司董事会及全体董事保证本公告内容不存在任何虚假记载误导性陈述或者重大遗漏并对其内容的真实性准确性和完整性依法承担法律责任公司董事会及全体董事保证本公告内容不存在任何虚假记载误导性陈述或者重大遗漏并对其内容的真实性准确性和完整性依法承担法律责任公司董事会及全体董事保证本公告内容不存在任何虚假记载误导性陈述或者重大遗漏并对其内容的真实性准确性和完整性依法承担法律责任公司董事会及全体董事保证本公告内容不存在任何虚假记载误导性陈述或者重大遗漏并对其内容的真实性准确性和完整性依法承担法律责任公司董事会及全体董事保证本公告内容不存在任何虚假记载误导性陈述或者重大遗漏并对其内容的真实性准确性和完整性依法承担法律责任公司董事会及全体董事保证本公告内容不存在任何虚假记载误导性陈述或者重大遗漏并对其内容的真实性准确性和完整性依法承担法律责任公司董事会及全体董事保证本公告内容不存在任何虚假记载误导性陈述或者重大遗漏并对其内容的真实性准确性和完整性依法承担法律责任公司董事会及全体董事保证本公告内容不存在任何虚假记载误导性陈述或者重大遗漏并对其内容的真实性准确性和完整性依法承担法律责任公司董事会及全体董事保证本公告内容不存在任何虚假记载误导性陈述或者重大遗漏并对其内容的真实性准确性和完整性依法承担法律责任公司董事会及全体董事保证本公告内容不存在任何虚假记载误导性陈述或者重大遗漏并对其内容的真实性准确性和完整性依法承担法律责任公司董事会及全体董事保证本公告内容不存在任何虚假记载误导性陈述或者重大遗漏并对其内容的真实性准确性和完整性依法承担法律责任公司董事会及全体董事保证本公告内容不存在任何虚假记载误导性陈述或者重大遗漏并对其内容的真实性准确性和完整性依法承担法律责任公司董事会及全体董事保证本公告内容不存在任何虚假记载误导性陈述或者重大遗漏并对其内容的真实性准确性和完整性依法承担法律责任公司董事会及全体董事保证本公告内容不存在任何虚假记载误导性陈述或者重大遗漏并对其内容的真实性准确性和完整性依法承担法律责任公司董事会及全体董事保证本公告内容不存在任何虚假记载误导性陈述或者重大遗漏并对其内容的真实性准确性和完整性依法承担法律责任公司董事会及全体董事保证本公告内容不存在任何虚假记载误导性陈述或者重大遗漏并对其内容的真实性准确性和完整性依法承担法律责任公司董事会及全体董事保证本公告内容不存在任何虚假记载误导性陈述或者重大遗漏并对其内容的真实性准确性和完整性依法承担法律责任公司董事会及全体董事保证本公告内容不存在任何虚假记载误导性陈述或者重大遗漏并对其内容的真实性准确性和完整性依法承担法律责任公司董事会及全体董事保证本公告内容不存在任何虚假记载误导性陈述或者重大遗漏并对其内容的真实性准确性和完整性依法承担法律责任公司董事会及全体董事保证本公告内容不存在任何虚假记载误导性陈述或者重大遗漏并对其内容的真实性准确性和完整性依法承担法律责任	[201, 501, 300, 632]
table-cell	[359, 276, 378, 280]
table-row	[382, 113, 476, 117]
table-cell	[173, 268, 185, 272]
table-cell	[185, 268, 197, 272]
table-row	[382, 218, 476, 222]
table-cell	[429, 218, 453, 222]
table-row	[100, 389, 198, 393]
table-row	[202, 162, 300, 166]
table-cell	[400, 175, 419, 179]
table-cell	[322, 276, 341, 280]
table-cell	[100, 389, 149, 393]
table-cell	[260, 162, 280, 166]
table-cell	[258, 494, 272, 498]
body-text: 公司董事会及全体董事保证本公告内容不存在任何虚假记载误导性陈述或者重大遗漏并对其内容的真实性准确性和完整性依法承担法律责任公司董事会及全体董事保证本公告内容不存在任何虚假记载误导性陈述或者重大遗漏并对其内容的真实性准确性和完整性依法承担法律责任公司董事会及全体董事保证本公告内容不存在任何虚假记载误导性陈述或者重大遗漏并对其内容的真实性准确性和完整性依法承担法律责任公司董事会及全体董事保证本公告内容不存在任何虚假记载误导性陈述或者重大遗漏并对其内容的真实性准确性和完整性依法承担法律责任公司董事会及全体董事保证本公告内容不存在任何虚假记载误导性陈述或者重大遗漏并对其内容的真实性准确性和完整性依法承担法律责任公司董事会及全体董事保证本公告内容不存在任何虚假记载误导性陈述或者重大遗漏并对其内容的真实性准确性和完整性依法承担法律责任公司董事会及全体董事保证本公告内容不存在任何虚假记载误导性陈述或者重大遗漏并对其内容的真实性准确性和完整性依法承担法律责任公司董事会及全体董事保证本公告内容不存在任何虚假记载误导性陈述或者重大遗漏并对其内容的真实性准确性和完整性依法承担法律责任公司董事会及全体董事保证本公告内容不存在任何虚假记载误导性陈述或者重大遗漏并对其内容的真实性准确性和完整性依法承担法律责任公司董事会及全体董事保证本公告内容不存在任何虚假记载误导性陈述或者重大遗漏并对其内容的真实性准确性和完整性依法承担法律责任公司董事会及全体董事保证本公告内容不存在任何虚假记载误导性陈述或者重大遗漏并对其内容的真实性准确性和完整性依法承担法律责任公司董事会及全体董事保证本公告内容不存在任何虚假记载误导性陈述或者重大遗漏并对其内容的真实性准确性和完整性依法承担法律责任公司董事会及全体董事保证本公告内容不存在任何虚假记载误导性陈述或者重大遗漏并对其内容的真实性准确性和完整性依法承担法律责任公司董事会及全体董事保证本公告内容不存在任何虚假记载误导性陈述或者重大遗漏并对其内容的真实性准确性和完整性依法承担法律责任	[381, 486, 476, 550]
body-text: 公司董事会及全体董事保证本公告内容不存在任何虚假记载误导性陈述或者重大遗漏并对其内容的真实性准确性和完整性依法承担法律责任公司董事会及全体董事保证本公告内容不存在任何虚假记载误导性陈述或者重大遗漏并对其内容的真实性准确性和完整性依法承担法律责任公司董事会及全体董事保证本公告内容不存在任何虚假记载误导性陈述或者重大遗漏并对其内容的真实性准确性和完整性依法承担法律责任公司董事会及全体董事保证本公告内容不存在任何虚假记载误导性陈述或者重大遗漏并对其内容的真实性准确性和完整性依法承担法律责任公司董事会及全体董事保证本公告内容不存在任何虚假记载误导性陈述或者重大遗漏并对其内容的真实性准确性和完整性依法承担法律责任公司董事会及全体董事保证本公告内容不存在任何虚假记载误导性陈述或者重大遗漏并对其内容的真实性准确性和完整性依法承担法律责任公司董事会及全体董事保证本公告内容不存在任何虚假记载误导性陈述或者重大遗漏并对其内容的真实性准确性和完整性依法承担法律责任公司董事会及全体董事保证本公告内容不存在任何虚假记载误导性陈述或者重大遗漏并对其内容的真实性准确性和完整性依法承担法律责任公司董事会及全体董事保证本公告内容不存在任何虚假记载误导性陈述或者重大遗漏并对其内容的真实性准确性和完整性依法承担法律责任公司董事会及全体董事保证本公告内容不存在任何虚假记载误导性陈述或者重大遗漏并对其内容的真实性准确性和完整性依法承担法律责任公司董事会及全体董事保证本公告内容不存在任何虚假记载误导性陈述或者重大遗漏并对其内容的真实性准确性和完整性依法承担法律责任公司董事会及全体董事保证本公告内容不存在任何虚假记载误导性陈述或者重大遗漏并对其内容的真实性准确性和完整性依法承担法律责任公司董事会及全体董事保证本公告内容不存在任何虚假记载误导性陈述或者重大遗漏并对其内容的真实性准确性和完整性依法承担法律责任公司董事会及全体董事保证本公告内容不存在任何虚假记载误导性陈述或者重大遗漏并对其内容的真实性准确性和完整性依法承担法律责任公司董事会及全体董事保证本公告内容不存在任何虚假记载误导性陈述或者重大遗漏并对其内容的真实性准确性和完整性依法承担法律责任公司董事会及全体董事保证本公告内容不存在任何虚假记载误导性陈述或者重大遗漏并对其内容的真实性准确性和完整性依法承担法律责任公司董事会及全体董事保证本公告内容不存在任何虚假记载误导性陈述或者重大遗漏并对其内容的真实性准确性和完整性依法承担法律责任公司董事会及全体董事保证本公告内容不存在任何虚假记载误导性陈述或者重大遗漏并对其内容的真实性准确性和完整性依法承担法律责任公司董事会及全体董事保证本公告内容不存在任何虚假记载误导性陈述或者重大遗漏并对其内容的真实性准确性和完整性依法承担法律责任公司董事会及全体董事保证本公告内容不存在任何虚假记载误导性陈述或者重大遗漏并对其内容的真实性准确性和完整性依法承担法律责任公司董事会及全体董事保证本公告内容不存在任何虚假记载误导性陈述或者重大遗漏并对其内容的真实性准确性和完整性依法承担法律责任公司董事会及全体董事保证本公告内容不存在任何虚假记载误导性陈述或者重大遗漏并对其内容的真实性准确性和完整性依法承担法律责任公司董事会及全体董事保证本公告内容不存在任何虚假记载误导性陈述或者重大遗漏并对其内容的真实性准确性和完整性依法承担法律责任公司董事会及全体董事保证本公告内容不存在任何虚假记载误导性陈述或者重大遗漏并对其内容的真实性准确性和完整性依法承担法律责任公司董事会及全体董事保证本公告内容不存在任何虚假记载误导性陈述或者重大遗漏并对其内容的真实性准确性和完整性依法承担法律责任公司董事会及全体董事保证本公告内容不存在任何虚假记载误导性陈述或者重大遗漏并对其内容的真实性准确性和完整性依法承担法律责任公司董事会及全体董事保证本公告内容不存在任何虚假记载误导性陈述或者重大遗漏并对其内容的真实性准确性和完整性依法承担法律责任公司董事会及全体董事保证本公告内容不存在任何虚假记载误导性陈述或者重大遗漏并对其内容的真实性准确性和完整性依法承担法律责任公司董事会及全体董事保证本公告内容不存在任何虚假记载误导性陈述或者重大遗漏并对其内容的真实性准确性和完整性依法承担法律责任公司董事会及全体董事保证本公告内容不存在任何虚假记载误导性陈述或者重大遗漏并对其内容的真实性准确性和完整性依法承担法律责任公司董事会及全体董事保证本公告内容不存在任何虚假记载误导性陈述或者重大遗漏并对其内容的真实性准确性和完整性依法承担法律责任公司董事会及全体董事保证本公告内容不存在任何虚假记载误导性陈述或者重大遗漏并对其内容的真实性准确性和完整性依法承担法律责任公司董事会及全体董事保证本公告内容不存在任何虚假记载误导性陈述或者重大遗漏并对其内容的真实性准确性和完整性依法承担法律责任公司董事会及全体董事保证本公告内容不存在任何虚假记载误导性陈述或者重大遗漏并对其内容的真实性准确性和完整性依法承担法律责任公司董事会及全体董事保证本公告内容不存在任何虚假记载误导性陈述或者重大遗漏并对其内容的真实性准确性和完整性依法承担法律责任公司董事会及全体董事保证本公告内容不存在任何虚假记载误导性陈述或者重大遗漏并对其内容的真实性准确性和完整性依法承担法律责任公司董事会及全体董事保证本公告内容不存在任何虚假记载误导性陈述或者重大遗漏并对其内容的真实性准确性和完整性依法承担法律责任公司董事会及全体董事保证本公告内容不存在任何虚假记载误导性陈述或者重大遗漏并对其内容的真实性准确性和完整性依法承担法律责任公司董事会及全体董事保证本公告内容不存在任何虚假记载误导性陈述或者重大遗漏并对其内容的真实性准确性和完整性依法承担法律责任公司董事会及全体董事保证本公告内容不存在任何虚假记载误导性陈述或者重大遗漏并对其内容的真实性准确性和完整性依法承担法律责任	[381, 225, 476, 408]
page-number: C82	[10, 16, 55, 40]
table-cell	[149, 389, 198, 393]
table-cell	[23, 469, 35, 473]
table-cell	[419, 175, 438, 179]
table-cell	[221, 649, 241, 653]
table-cell	[149, 613, 198, 617]
table-cell	[405, 113, 429, 117]
table-cell	[83, 469, 95, 473]
data-table	[99, 369, 198, 394]
page-header	[10, 8, 476, 46]
table-cell	[161, 268, 173, 272]
table-cell	[100, 268, 112, 272]
data-table	[201, 93, 300, 166]
article-column-5	[381, 52, 476, 680]
table-cell	[112, 268, 124, 272]
table-cell	[100, 613, 149, 617]
footer-rule	[10, 684, 476, 685]
table-cell	[322, 145, 341, 149]
article-column-3	[201, 52, 300, 680]
body-text: 公司董事会及全体董事保证本公告内容不存在任何虚假记载误导性陈述或者重大遗漏并对其内容的真实性准确性和完整性依法承担法律责任公司董事会及全体董事保证本公告内容不存在任何虚假记载误导性陈述或者重大遗漏并对其内容的真实性准确性和完整性依法承担法律责任公司董事会及全体董事保证本公告内容不存在任何虚假记载误导性陈述或者重大遗漏并对其内容的真实性准确性和完整性依法承担法律责任公司董事会及全体董事保证本公告内容不存在任何虚假记载误导性陈述或者重大遗漏并对其内容的真实性准确性和完整性依法承担法律责任公司董事会及全体董事保证本公告内容不存在任何虚假记载误导性陈述或者重大遗漏并对其内容的真实性准确性和完整性依法承担法律责任公司董事会及全体董事保证本公告内容不存在任何虚假记载误导性陈述或者重大遗漏并对其内容的真实性准确性和完整性依法承担法律责任公司董事会及全体董事保证本公告内容不存在任何虚假记载误导性陈述或者重大遗漏并对其内容的真实性准确性和完整性依法承担法律责任公司董事会及全体董事保证本公告内容不存在任何虚假记载误导性陈述或者重大遗漏并对其内容的真实性准确性和完整性依法承担法律责任公司董事会及全体董事保证本公告内容不存在任何虚假记载误导性陈述或者重大遗漏并对其内容的真实性准确性和完整性依法承担法律责任公司董事会及全体董事保证本公告内容不存在任何虚假记载误导性陈述或者重大遗漏并对其内容的真实性准确性和完整性依法承担法律责任公司董事会及全体董事保证本公告内容不存在任何虚假记载误导性陈述或者重大遗漏并对其内容的真实性准确性和完整性依法承担法律责任公司董事会及全体董事保证本公告内容不存在任何虚假记载误导性陈述或者重大遗漏并对其内容的真实性准确性和完整性依法承担法律责任公司董事会及全体董事保证本公告内容不存在任何虚假记载误导性陈述或者重大遗漏并对其内容的真实性准确性和完整性依法承担法律责任公司董事会及全体董事保证本公告内容不存在任何虚假记载误导性陈述或者重大遗漏并对其内容的真实性准确性和完整性依法承担法律责任公司董事会及全体董事保证本公告内容不存在任何虚假记载误导性陈述或者重大遗漏并对其内容的真实性准确性和完整性依法承担法律责任公司董事会及全体董事保证本公告内容不存在任何虚假记载误导性陈述或者重大遗漏并对其内容的真实性准确性和完整性依法承担法律责任公司董事会及全体董事保证本公告内容不存在任何虚假记载误导性陈述或者重大遗漏并对其内容的真实性准确性和完整性依法承担法律责任公司董事会及全体董事保证本公告内容不存在任何虚假记载误导性陈述或者重大遗漏并对其内容的真实性准确性和完整性依法承担法律责任公司董事会及全体董事保证本公告内容不存在任何虚假记载误导性陈述或者重大遗漏并对其内容的真实性准确性和完整性依法承担法律责任公司董事会及全体董事保证本公告内容不存在任何虚假记载误导性陈述或者重大遗漏并对其内容的真实性准确性和完整性依法承担法律责任	[99, 274, 198, 364]
body-text: 公司董事会及全体董事保证本公告内容不存在任何虚假记载误导性陈述或者重大遗漏并对其内容的真实性准确性和完整性依法承担法律责任公司董事会及全体董事保证本公告内容不存在任何虚假记载误导性陈述或者重大遗漏并对其内容的真实性准确性和完整性依法承担法律责任公司董事会及全体董事保证本公告内容不存在任何虚假记载误导性陈述或者重大遗漏并对其内容的真实性准确性和完整性依法承担法律责任公司董事会及全体董事保证本公告内容不存在任何虚假记载误导性陈述或者重大遗漏并对其内容的真实性准确性和完整性依法承担法律责任公司董事会及全体董事保证本公告内容不存在任何虚假记载误导性陈述或者重大遗漏并对其内容的真实性准确性和完整性依法承担法律责任公司董事会及全体董事保证本公告内容不存在任何虚假记载误导性陈述或者重大遗漏并对其内容的真实性准确性和完整性依法承担法律责任公司董事会及全体董事保证本公告内容不存在任何虚假记载误导性陈述或者重大遗漏并对其内容的真实性准确性和完整性依法承担法律责任公司董事会及全体董事保证本公告内容不存在任何虚假记载误导性陈述或者重大遗漏并对其内容的真实性准确性和完整性依法承担法律责任	[381, 119, 476, 157]
table-cell	[59, 469, 71, 473]
table-cell	[286, 494, 300, 498]
table-row	[100, 613, 198, 617]
body-text: 公司董事会及全体董事保证本公告内容不存在任何虚假记载误导性陈述或者重大遗漏并对其内容的真实性准确性和完整性依法承担法律责任公司董事会及全体董事保证本公告内容不存在任何虚假记载误导性陈述或者重大遗漏并对其内容的真实性准确性和完整性依法承担法律责任公司董事会及全体董事保证本公告内容不存在任何虚假记载误导性陈述或者重大遗漏并对其内容的真实性准确性和完整性依法承担法律责任公司董事会及全体董事保证本公告内容不存在任何虚假记载误导性陈述或者重大遗漏并对其内容的真实性准确性和完整性依法承担法律责任	[201, 691, 300, 710]
section-title-en: DISCLOSURE	[227, 30, 304, 41]
body-text: 公司董事会及全体董事保证本公告内容不存在任何虚假记载误导性陈述或者重大遗漏并对其内容的真实性准确性和完整性依法承担法律责任公司董事会及全体董事保证本公告内容不存在任何虚假记载误导性陈述或者重大遗漏并对其内容的真实性准确性和完整性依法承担法律责任公司董事会及全体董事保证本公告内容不存在任何虚假记载误导性陈述或者重大遗漏并对其内容的真实性准确性和完整性依法承担法律责任公司董事会及全体董事保证本公告内容不存在任何虚假记载误导性陈述或者重大遗漏并对其内容的真实性准确性和完整性依法承担法律责任公司董事会及全体董事保证本公告内容不存在任何虚假记载误导性陈述或者重大遗漏并对其内容的真实性准确性和完整性依法承担法律责任公司董事会及全体董事保证本公告内容不存在任何虚假记载误导性陈述或者重大遗漏并对其内容的真实性准确性和完整性依法承担法律责任	[201, 60, 300, 89]
table-cell	[438, 175, 457, 179]
table-cell	[47, 565, 59, 569]
table-cell	[304, 226, 319, 230]
table-cell	[382, 113, 406, 117]
table-row	[11, 469, 96, 473]
table-cell	[47, 469, 59, 473]
column-heading: 公司经营业绩情况	[99, 52, 198, 58]
table-cell	[280, 162, 300, 166]
table-cell	[216, 494, 230, 498]
header-rule-thin	[10, 49, 476, 50]
table-cell	[251, 684, 300, 688]
table-row	[382, 441, 476, 445]
table-cell	[429, 441, 453, 445]
